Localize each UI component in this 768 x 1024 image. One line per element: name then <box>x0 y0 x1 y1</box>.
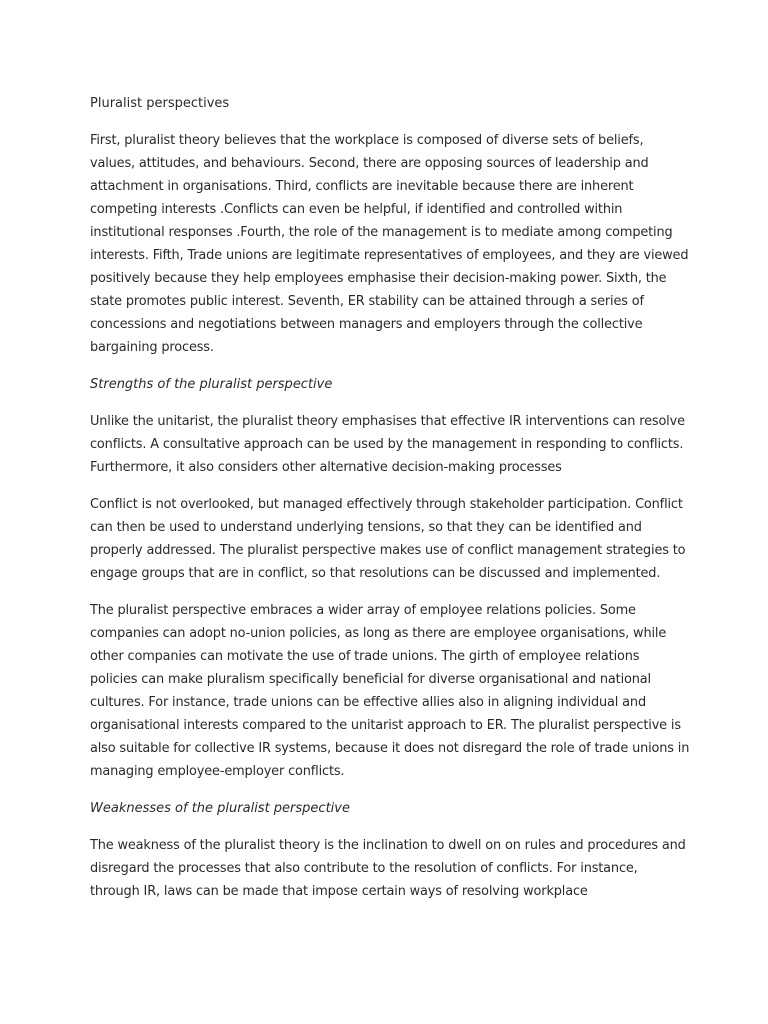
weaknesses-heading: Weaknesses of the pluralist perspective <box>90 801 350 816</box>
strengths-paragraph-2: Conflict is not overlooked, but managed effectively through stakeholder participation. Conflict can then be used to understand underlying tensions, so that they can be identified and properly addressed. The pluralist perspective makes use of conflict management strategies to engage groups that are in conflict, so that resolutions can be discussed and implemented. <box>90 497 686 581</box>
intro-paragraph: First, pluralist theory believes that the workplace is composed of diverse sets of beliefs, values, attitudes, and behaviours. Second, there are opposing sources of leadership and attachment in organisations. Third, conflicts are inevitable because there are inherent competing interests .Conflicts can even be helpful, if identified and controlled within institutional responses .Fourth, the role of the management is to mediate among competing interests. Fifth, Trade unions are legitimate representatives of employees, and they are viewed positively because they help employees emphasise their decision-making power. Sixth, the state promotes public interest. Seventh, ER stability can be attained through a series of concessions and negotiations between managers and employers through the collective bargaining process. <box>90 133 689 355</box>
strengths-heading: Strengths of the pluralist perspective <box>90 377 333 392</box>
strengths-paragraph-1: Unlike the unitarist, the pluralist theory emphasises that effective IR interventions can resolve conflicts. A consultative approach can be used by the management in responding to conflicts. Furthermore, it also considers other alternative decision-making processes <box>90 414 685 475</box>
document-page <box>90 92 690 917</box>
weaknesses-paragraph-1: The weakness of the pluralist theory is the inclination to dwell on on rules and procedures and disregard the processes that also contribute to the resolution of conflicts. For instance, through IR, laws can be made that impose certain ways of resolving workplace <box>90 838 686 899</box>
strengths-paragraph-3: The pluralist perspective embraces a wider array of employee relations policies. Some companies can adopt no-union policies, as long as there are employee organisations, while other companies can motivate the use of trade unions. The girth of employee relations policies can make pluralism specifically beneficial for diverse organisational and national cultures. For instance, trade unions can be effective allies also in aligning individual and organisational interests compared to the unitarist approach to ER. The pluralist perspective is also suitable for collective IR systems, because it does not disregard the role of trade unions in managing employee-employer conflicts. <box>90 603 690 779</box>
document-title: Pluralist perspectives <box>90 96 230 111</box>
